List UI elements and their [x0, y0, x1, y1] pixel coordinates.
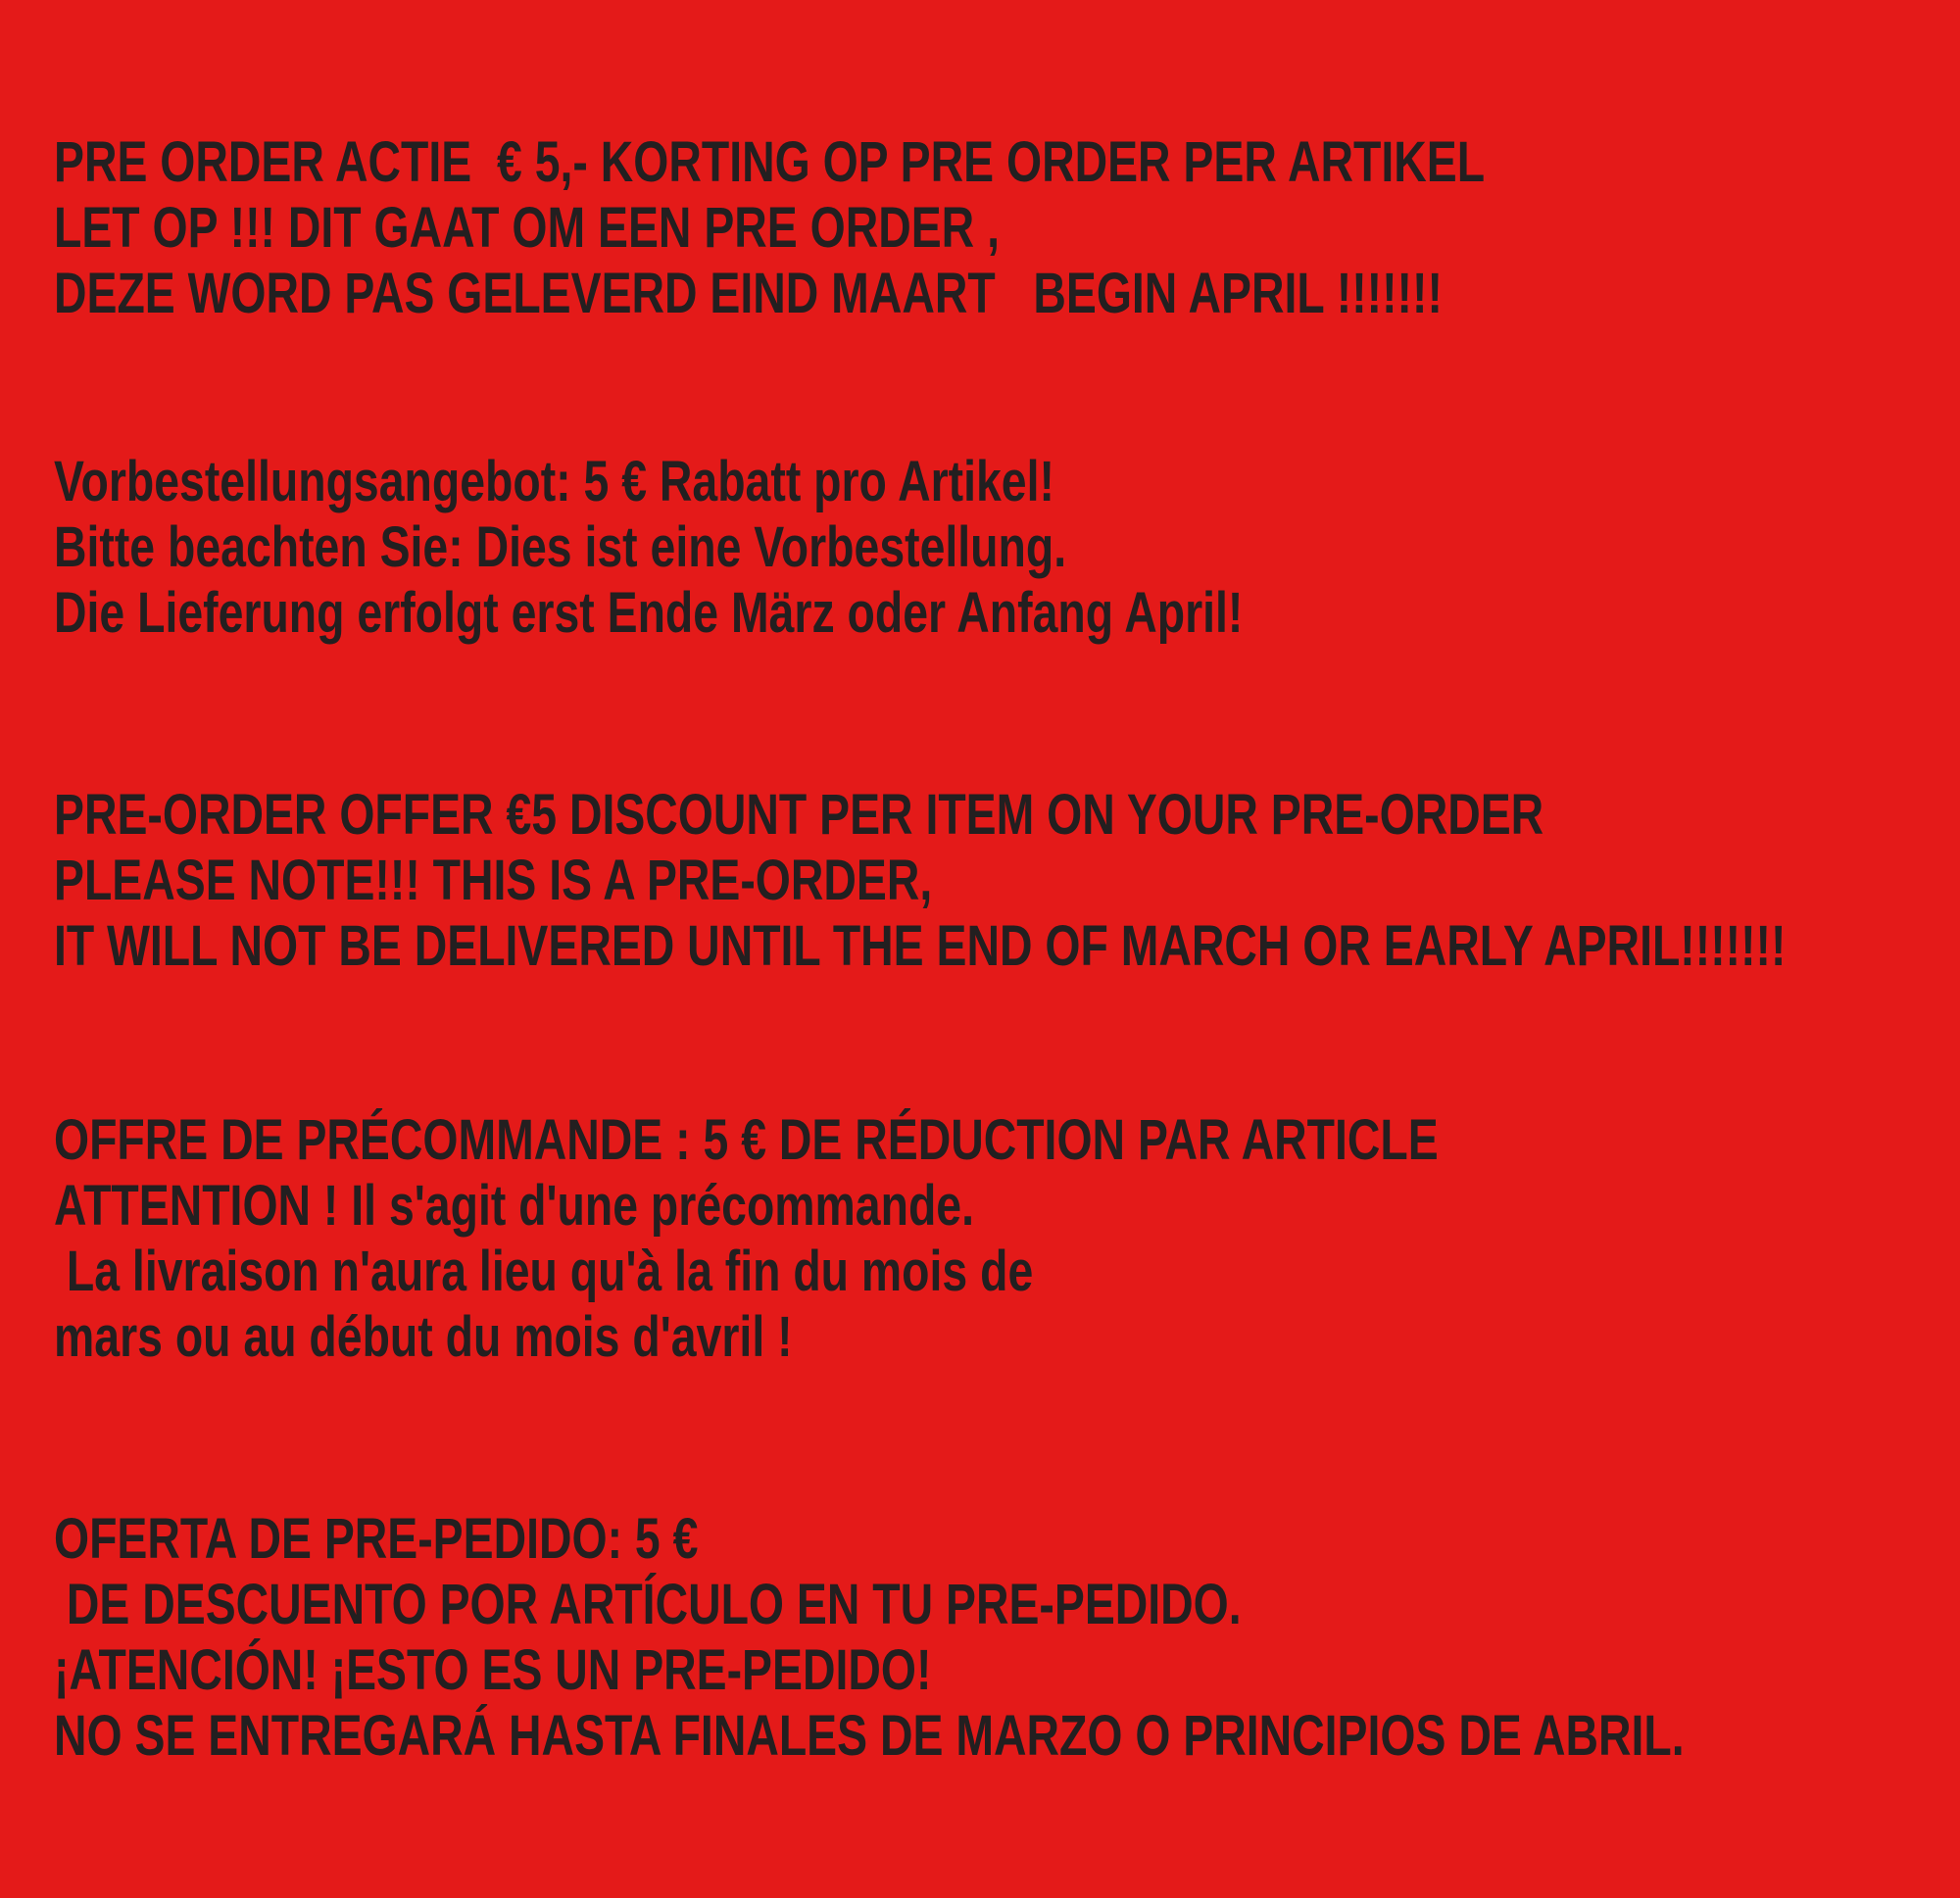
notice-english [54, 782, 1786, 979]
text-line: PLEASE NOTE!!! THIS IS A PRE-ORDER, [54, 849, 933, 912]
text-line: La livraison n'aura lieu qu'à la fin du mois de [54, 1240, 1034, 1303]
notice-french [54, 1107, 1439, 1370]
text-line: mars ou au début du mois d'avril ! [54, 1305, 793, 1369]
text-line: DE DESCUENTO POR ARTÍCULO EN TU PRE-PEDIDO. [54, 1573, 1242, 1636]
text-line: PRE ORDER ACTIE € 5,- KORTING OP PRE ORDER PER ARTIKEL [54, 130, 1486, 194]
text-line: ¡ATENCIÓN! ¡ESTO ES UN PRE-PEDIDO! [54, 1638, 932, 1702]
notice-dutch [54, 129, 1485, 326]
notice-german [54, 449, 1243, 646]
text-line: IT WILL NOT BE DELIVERED UNTIL THE END OF MARCH OR EARLY APRIL!!!!!!! [54, 914, 1787, 978]
text-line: DEZE WORD PAS GELEVERD EIND MAART BEGIN APRIL !!!!!!! [54, 262, 1443, 325]
text-line: Vorbestellungsangebot: 5 € Rabatt pro Artikel! [54, 450, 1054, 513]
text-line: NO SE ENTREGARÁ HASTA FINALES DE MARZO O PRINCIPIOS DE ABRIL. [54, 1704, 1685, 1768]
text-line: OFERTA DE PRE-PEDIDO: 5 € [54, 1507, 699, 1571]
notice-spanish [54, 1506, 1685, 1769]
text-line: PRE-ORDER OFFER €5 DISCOUNT PER ITEM ON YOUR PRE-ORDER [54, 783, 1544, 847]
text-line: Bitte beachten Sie: Dies ist eine Vorbestellung. [54, 515, 1067, 579]
text-line: ATTENTION ! Il s'agit d'une précommande. [54, 1174, 974, 1238]
text-line: Die Lieferung erfolgt erst Ende März oder Anfang April! [54, 581, 1244, 645]
text-line: LET OP !!! DIT GAAT OM EEN PRE ORDER , [54, 196, 1000, 260]
text-line: OFFRE DE PRÉCOMMANDE : 5 € DE RÉDUCTION PAR ARTICLE [54, 1108, 1439, 1172]
